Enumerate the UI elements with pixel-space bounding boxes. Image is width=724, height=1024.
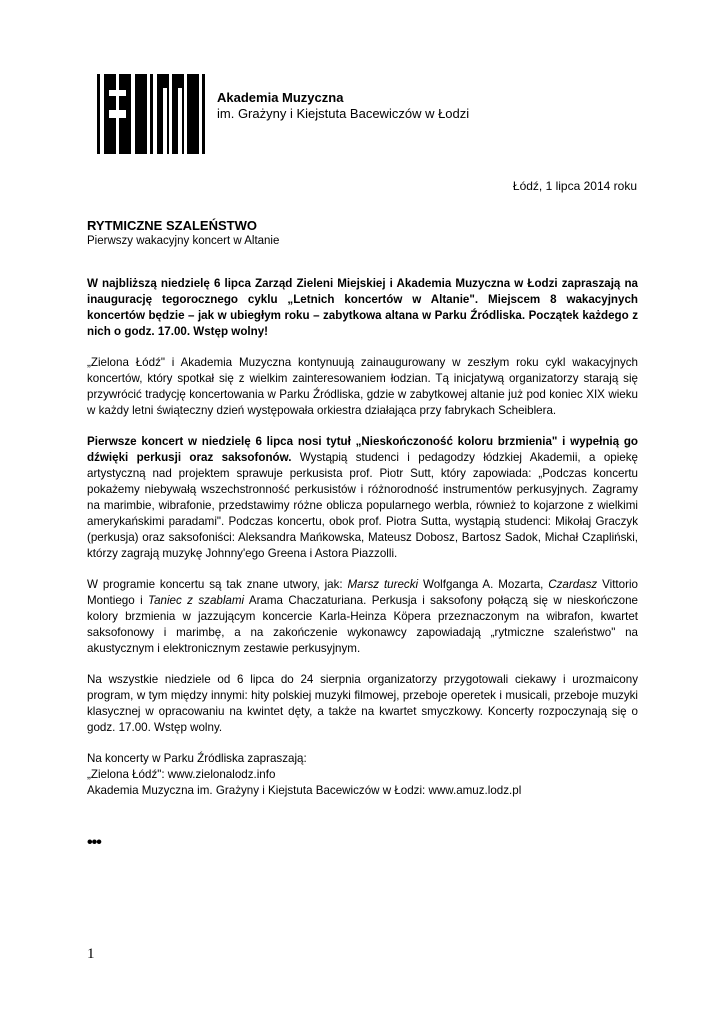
work-title: Taniec z szablami — [148, 594, 245, 607]
contacts-zielona-lodz: „Zielona Łódź": www.zielonalodz.info — [87, 768, 276, 781]
document-title: RYTMICZNE SZALEŃSTWO — [87, 218, 257, 233]
paragraph-2 — [87, 434, 638, 562]
contacts — [87, 751, 638, 799]
document-date: Łódź, 1 lipca 2014 roku — [512, 179, 637, 193]
paragraph-3-text: Vittorio Montiego i — [87, 578, 638, 607]
document-subtitle: Pierwszy wakacyjny koncert w Altanie — [87, 235, 280, 247]
lead-paragraph: W najbliższą niedzielę 6 lipca Zarząd Zieleni Miejskiej i Akademia Muzyczna w Łodzi zapraszają na inaugurację tegorocznego cyklu „Letnich koncertów w Altanie". Miejscem 8 wakacyjnych koncertów będzie – jak w ubiegłym roku – zabytkowa altana w Parku Źródliska. Początek każdego z nich o godz. 17.00. Wstęp wolny! — [87, 277, 638, 338]
work-title: Czardasz — [548, 578, 598, 591]
paragraph-2-text: Wystąpią studenci i pedagodzy łódzkiej Akademii, a opiekę artystyczną nad projektem sprawuje perkusista prof. Piotr Sutt, który zapowiada: „Podczas koncertu pokażemy niebywałą wszechstronność perkusistów i różnorodność instrumentów perkusyjnych. Zagramy na marimbie, wibrafonie, przedstawimy różne oblicza popularnego werbla, również to kojarzone z wielkimi amerykańskimi paradami". Podczas koncertu, obok prof. Piotra Sutta, wystąpią studenci: Mikołaj Graczyk (perkusja) oraz saksofoniści: Aleksandra Mańkowska, Mateusz Dobosz, Bartosz Sadok, Michał Czapliński, którzy zagrają muzykę Johnny'ego Greena i Astora Piazzolli. — [87, 451, 638, 560]
document-body — [87, 276, 638, 799]
organization-name: Akademia Muzyczna — [217, 90, 344, 105]
separator-dots: ••• — [87, 834, 101, 851]
paragraph-3-text: Arama Chaczaturiana. Perkusja i saksofony połączą się w nieskończone kolory brzmienia w jazzującym koncercie Karla-Heinza Köpera przeznaczonym na wibrafon, kwartet saksofonowy i marimbę, a na zakończenie wykonawcy zapowiadają „rytmiczne szaleństwo" na akustycznym i elektronicznym zestawie perkusyjnym. — [87, 594, 638, 655]
paragraph-3-text: Wolfganga A. Mozarta, — [418, 578, 549, 591]
akademia-muzyczna-logo — [97, 70, 209, 158]
paragraph-4: Na wszystkie niedziele od 6 lipca do 24 sierpnia organizatorzy przygotowali ciekawy i urozmaicony program, w tym między innymi: hity polskiej muzyki filmowej, przeboje operetek i musicali, przeboje muzyki klasycznej w opracowaniu na kwintet dęty, a także na kwartet smyczkowy. Koncerty rozpoczynają się o godz. 17.00. Wstęp wolny. — [87, 673, 638, 734]
paragraph-2-bold: Pierwsze koncert w niedzielę 6 lipca nosi tytuł „Nieskończoność koloru brzmienia" i wypełnią go dźwięki perkusji oraz saksofonów. — [87, 435, 638, 464]
contacts-intro: Na koncerty w Parku Źródliska zapraszają: — [87, 752, 307, 765]
paragraph-3-text: W programie koncertu są tak znane utwory, jak: — [87, 578, 348, 591]
page-number: 1 — [87, 946, 95, 962]
contacts-akademia: Akademia Muzyczna im. Grażyny i Kiejstuta Bacewiczów w Łodzi: www.amuz.lodz.pl — [87, 784, 522, 797]
work-title: Marsz turecki — [347, 578, 419, 591]
paragraph-1: „Zielona Łódź" i Akademia Muzyczna kontynuują zainaugurowany w zeszłym roku cykl wakacyjnych koncertów, który spotkał się z wielkim zainteresowaniem łodzian. Tą inicjatywą organizatorzy starają się przywrócić tradycję koncertowania w Parku Źródliska, gdzie w zabytkowej altanie już pod koniec XIX wieku w każdy letni świąteczny dzień występowała orkiestra działająca przy fabrykach Scheiblera. — [87, 356, 638, 417]
paragraph-3 — [87, 577, 638, 657]
organization-subtitle: im. Grażyny i Kiejstuta Bacewiczów w Łodzi — [217, 106, 470, 121]
organization-header — [217, 90, 469, 122]
